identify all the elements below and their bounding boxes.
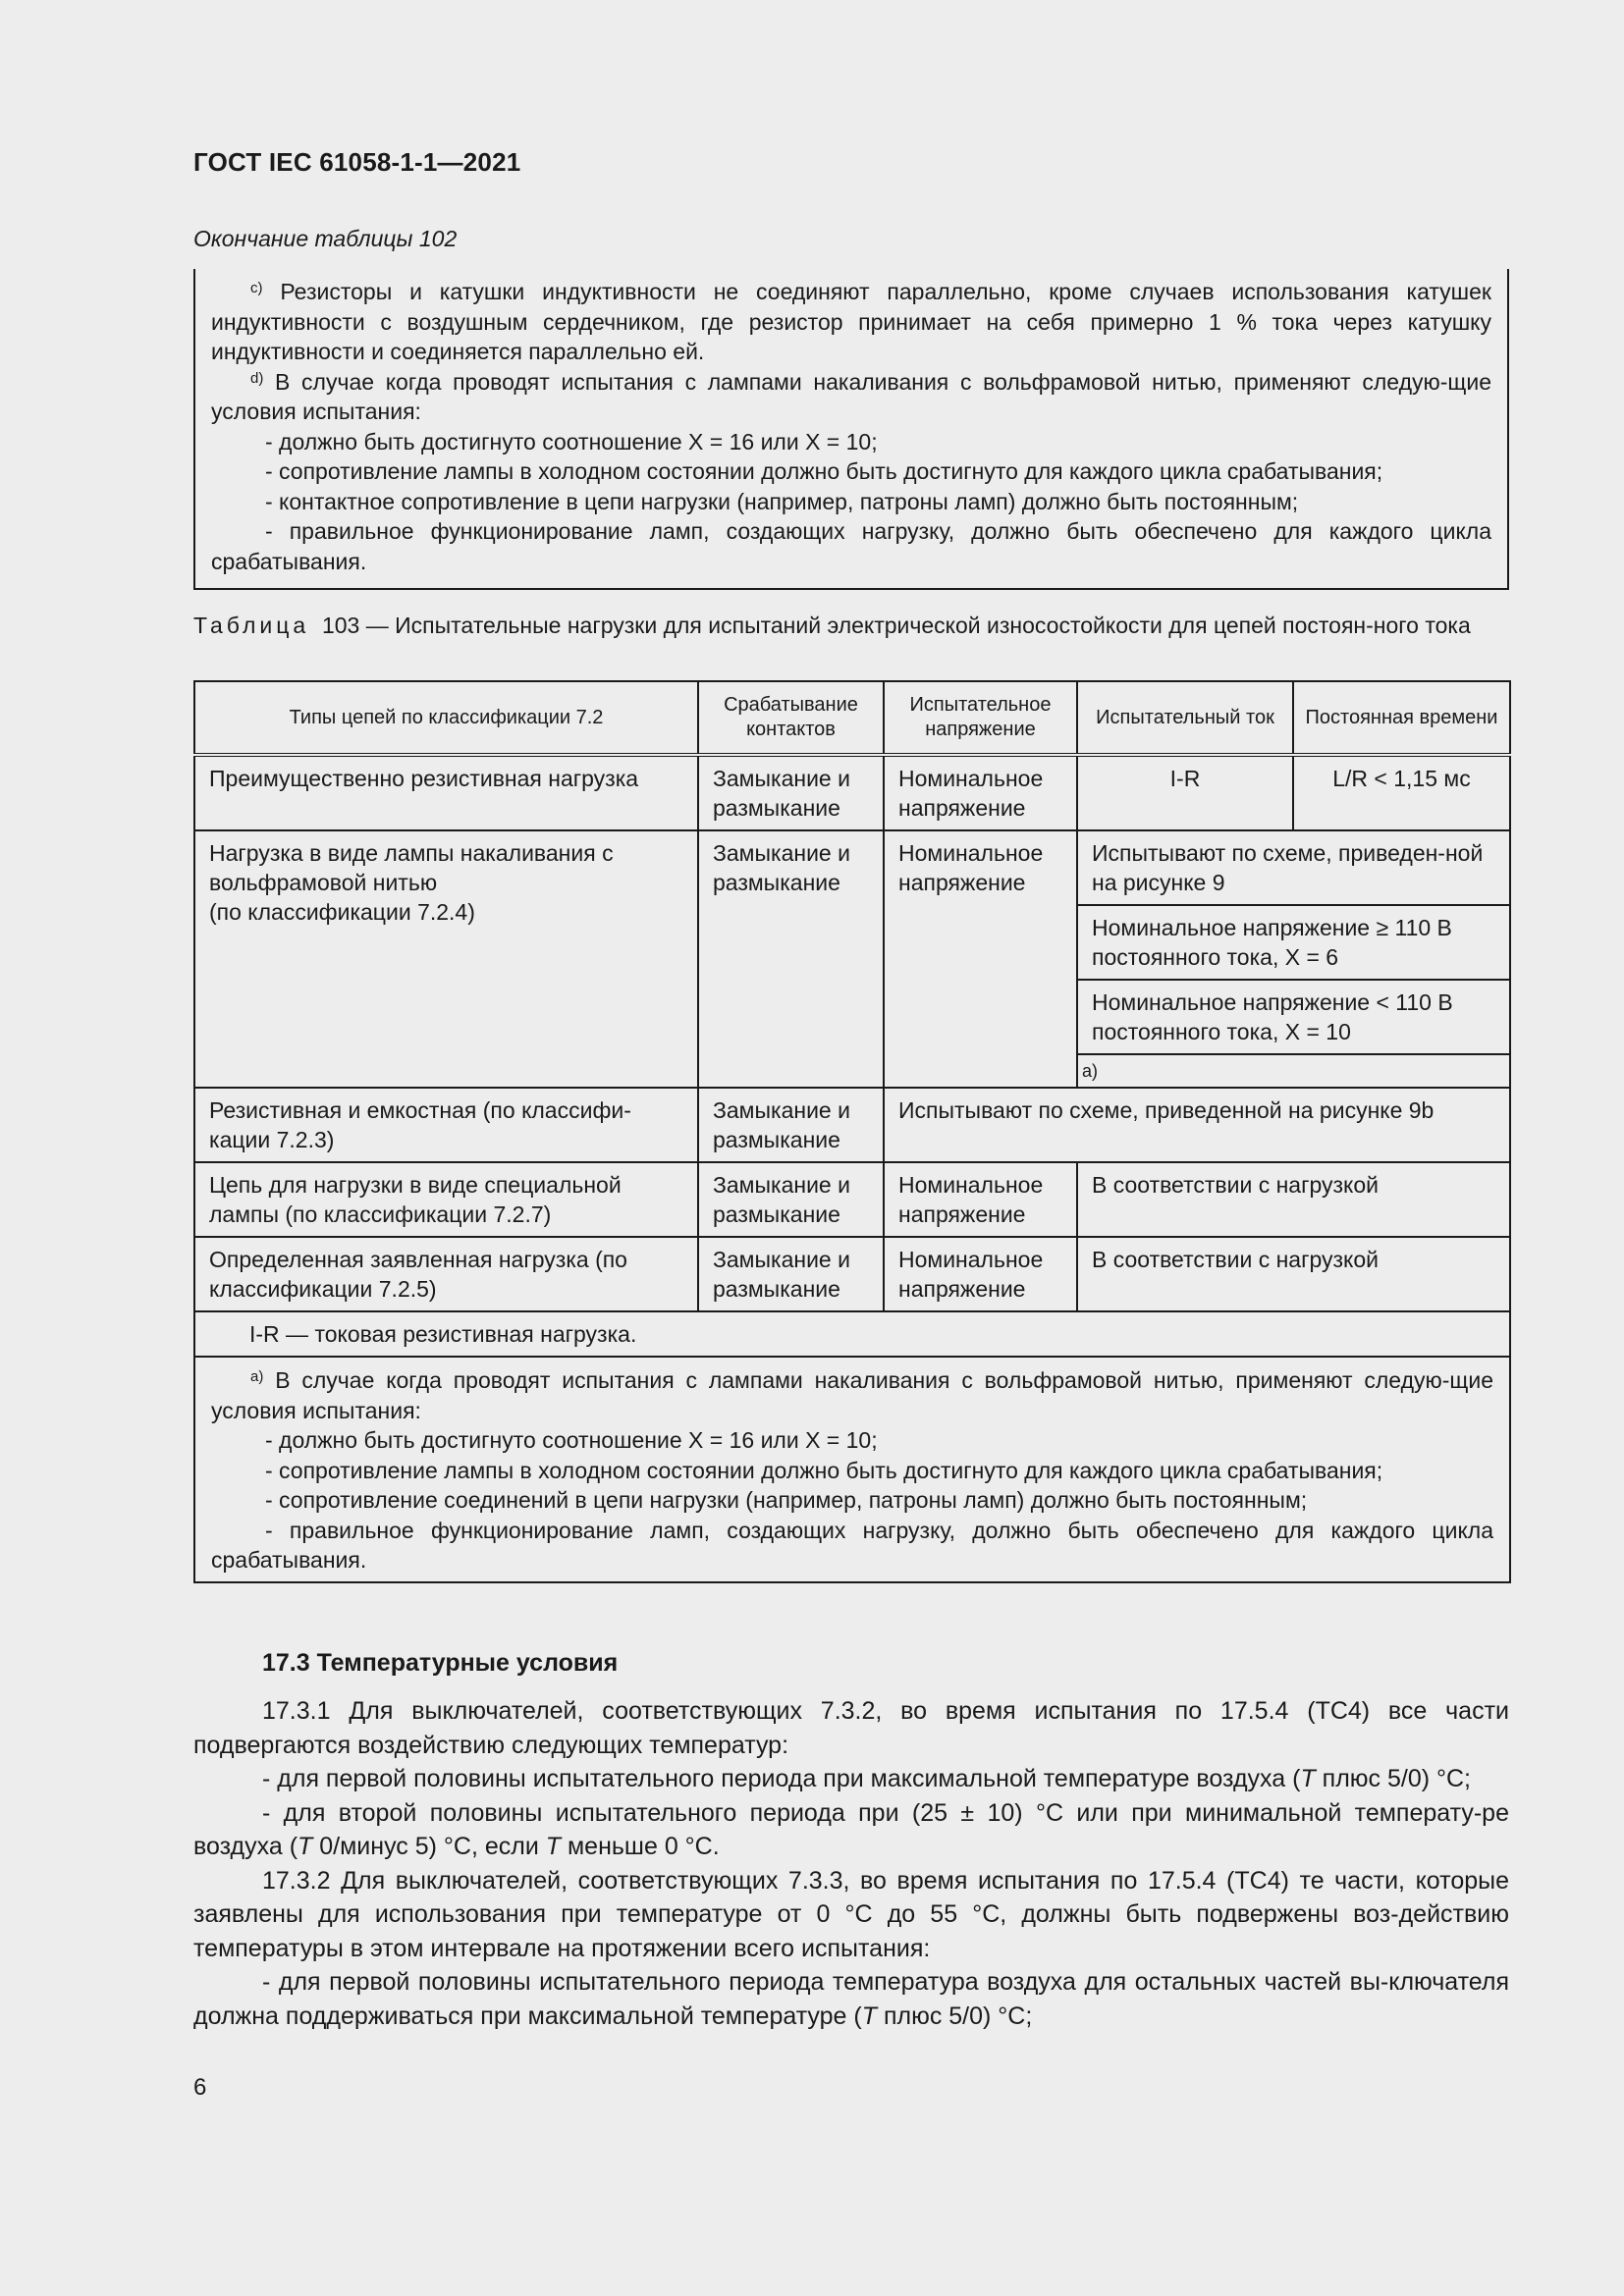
table-row bbox=[194, 830, 1510, 905]
table103-caption-text: 103 — Испытательные нагрузки для испытаний электрической износостойкости для цепей постоян-ного тока bbox=[321, 613, 1471, 638]
table103-caption-label: Таблица bbox=[193, 613, 310, 638]
note-d-item: - сопротивление лампы в холодном состоянии должно быть достигнуто для каждого цикла срабатывания; bbox=[265, 458, 1383, 484]
table-header-row bbox=[194, 681, 1510, 755]
cell-current: В соответствии с нагрузкой bbox=[1077, 1237, 1510, 1311]
paragraph-17-3-1: 17.3.1 Для выключателей, соответствующих 7.3.2, во время испытания по 17.5.4 (TC4) все части подвергаются воздействию следующих температур: bbox=[193, 1697, 1509, 1759]
note-d-mark: d) bbox=[250, 369, 264, 387]
note-d-item: - должно быть достигнуто соотношение X = 16 или X = 10; bbox=[265, 428, 878, 454]
note-c bbox=[211, 277, 1491, 367]
cell-current: В соответствии с нагрузкой bbox=[1077, 1162, 1510, 1237]
note-c-mark: c) bbox=[250, 280, 263, 296]
note-c-text: Резисторы и катушки индуктивности не соединяют параллельно, кроме случаев использования катушек индуктивности с воздушным сердечником, где резистор принимает на себя примерно 1 % тока через катушку индуктивности и соединяется параллельно ей. bbox=[211, 279, 1491, 364]
table-footnote bbox=[194, 1357, 1510, 1582]
legend-ir: I-R — токовая резистивная нагрузка. bbox=[194, 1311, 1510, 1357]
variable-t: T bbox=[545, 1833, 562, 1860]
list-item bbox=[193, 1762, 1509, 1796]
header-test-voltage: Испытательное напряжение bbox=[884, 681, 1077, 755]
text-run: - для второй половины испытательного периода при (25 ± 10) °C или при минимальной температу-ре воздуха ( bbox=[193, 1798, 1509, 1860]
cell-operation: Замыкание и размыкание bbox=[698, 1162, 884, 1237]
list-item bbox=[193, 1965, 1509, 2033]
cell-current-low-voltage: Номинальное напряжение < 110 В постоянного тока, X = 10 bbox=[1077, 980, 1510, 1054]
note-d-text: В случае когда проводят испытания с лампами накаливания с вольфрамовой нитью, применяют следую-щие условия испытания: bbox=[211, 368, 1491, 424]
header-time-constant: Постоянная времени bbox=[1293, 681, 1510, 755]
cell-voltage: Номинальное напряжение bbox=[884, 830, 1077, 1088]
footnote-item: - должно быть достигнуто соотношение X = 16 или X = 10; bbox=[265, 1427, 878, 1453]
list-item bbox=[193, 1796, 1509, 1864]
cell-type: Преимущественно резистивная нагрузка bbox=[194, 755, 698, 830]
text-run: - для первой половины испытательного периода при максимальной температуре воздуха ( bbox=[262, 1765, 1301, 1792]
cell-time-constant: L/R < 1,15 мс bbox=[1293, 755, 1510, 830]
footnote-a-text: В случае когда проводят испытания с лампами накаливания с вольфрамовой нитью, применяют следую-щие условия испытания: bbox=[211, 1367, 1493, 1423]
cell-type: Цепь для нагрузки в виде специальной лампы (по классификации 7.2.7) bbox=[194, 1162, 698, 1237]
table102-notes-box bbox=[193, 269, 1509, 590]
table-row bbox=[194, 1237, 1510, 1311]
note-d-item: - контактное сопротивление в цепи нагрузки (например, патроны ламп) должно быть постоянным; bbox=[265, 488, 1299, 514]
footnote-a bbox=[211, 1365, 1493, 1425]
cell-footnote-ref: a) bbox=[1077, 1054, 1510, 1088]
cell-current: I-R bbox=[1077, 755, 1293, 830]
section-body bbox=[193, 1694, 1509, 2033]
cell-operation: Замыкание и размыкание bbox=[698, 755, 884, 830]
header-contact-operation: Срабатывание контактов bbox=[698, 681, 884, 755]
text-run: плюс 5/0) °C; bbox=[877, 2002, 1033, 2030]
variable-t: T bbox=[861, 2002, 878, 2030]
note-d-item: - правильное функционирование ламп, создающих нагрузку, должно быть обеспечено для каждого цикла срабатывания. bbox=[211, 518, 1491, 574]
table103-caption bbox=[193, 611, 1509, 640]
footnote-item: - сопротивление соединений в цепи нагрузки (например, патроны ламп) должно быть постоянным; bbox=[265, 1487, 1308, 1513]
table-row bbox=[194, 755, 1510, 830]
text-run: меньше 0 °C. bbox=[561, 1833, 720, 1860]
cell-current-scheme: Испытывают по схеме, приведен-ной на рисунке 9 bbox=[1077, 830, 1510, 905]
cell-operation: Замыкание и размыкание bbox=[698, 1237, 884, 1311]
table103 bbox=[193, 680, 1511, 1583]
cell-voltage: Номинальное напряжение bbox=[884, 1237, 1077, 1311]
cell-current-high-voltage: Номинальное напряжение ≥ 110 В постоянного тока, X = 6 bbox=[1077, 905, 1510, 980]
cell-operation: Замыкание и размыкание bbox=[698, 1088, 884, 1162]
note-d bbox=[211, 367, 1491, 427]
variable-t: T bbox=[298, 1833, 313, 1860]
cell-type-note: (по классификации 7.2.4) bbox=[209, 899, 475, 925]
cell-type: Определенная заявленная нагрузка (по классификации 7.2.5) bbox=[194, 1237, 698, 1311]
table-footnote-row bbox=[194, 1357, 1510, 1582]
footnote-a-mark: a) bbox=[250, 1368, 264, 1385]
variable-t: T bbox=[1300, 1765, 1316, 1792]
cell-merged-scheme: Испытывают по схеме, приведенной на рисунке 9b bbox=[884, 1088, 1510, 1162]
cell-voltage: Номинальное напряжение bbox=[884, 755, 1077, 830]
header-test-current: Испытательный ток bbox=[1077, 681, 1293, 755]
cell-voltage: Номинальное напряжение bbox=[884, 1162, 1077, 1237]
text-run: - для первой половины испытательного периода температура воздуха для остальных частей вы-ключателя должна поддерживаться при максимальной температуре ( bbox=[193, 1968, 1509, 2030]
cell-operation: Замыкание и размыкание bbox=[698, 830, 884, 1088]
header-circuit-type: Типы цепей по классификации 7.2 bbox=[194, 681, 698, 755]
table-row bbox=[194, 1088, 1510, 1162]
cell-type: Резистивная и емкостная (по классифи-кации 7.2.3) bbox=[194, 1088, 698, 1162]
paragraph-17-3-2: 17.3.2 Для выключателей, соответствующих 7.3.3, во время испытания по 17.5.4 (TC4) те части, которые заявлены для использования при температуре от 0 °C до 55 °C, должны быть подвержены воз-действию температуры в этом интервале на протяжении всего испытания: bbox=[193, 1866, 1509, 1962]
footnote-item: - сопротивление лампы в холодном состоянии должно быть достигнуто для каждого цикла срабатывания; bbox=[265, 1457, 1383, 1483]
footnote-item: - правильное функционирование ламп, создающих нагрузку, должно быть обеспечено для каждого цикла срабатывания. bbox=[211, 1517, 1493, 1573]
standard-title: ГОСТ IEC 61058-1-1—2021 bbox=[193, 147, 521, 177]
section-heading: 17.3 Температурные условия bbox=[262, 1649, 619, 1677]
table-row bbox=[194, 1162, 1510, 1237]
cell-type bbox=[194, 830, 698, 1088]
cell-type-text: Нагрузка в виде лампы накаливания с вольфрамовой нитью bbox=[209, 840, 614, 895]
page-number: 6 bbox=[193, 2074, 207, 2101]
table-legend-row bbox=[194, 1311, 1510, 1357]
table-continuation-caption: Окончание таблицы 102 bbox=[193, 226, 458, 251]
text-run: 0/минус 5) °C, если bbox=[312, 1833, 546, 1860]
text-run: плюс 5/0) °C; bbox=[1315, 1765, 1472, 1792]
